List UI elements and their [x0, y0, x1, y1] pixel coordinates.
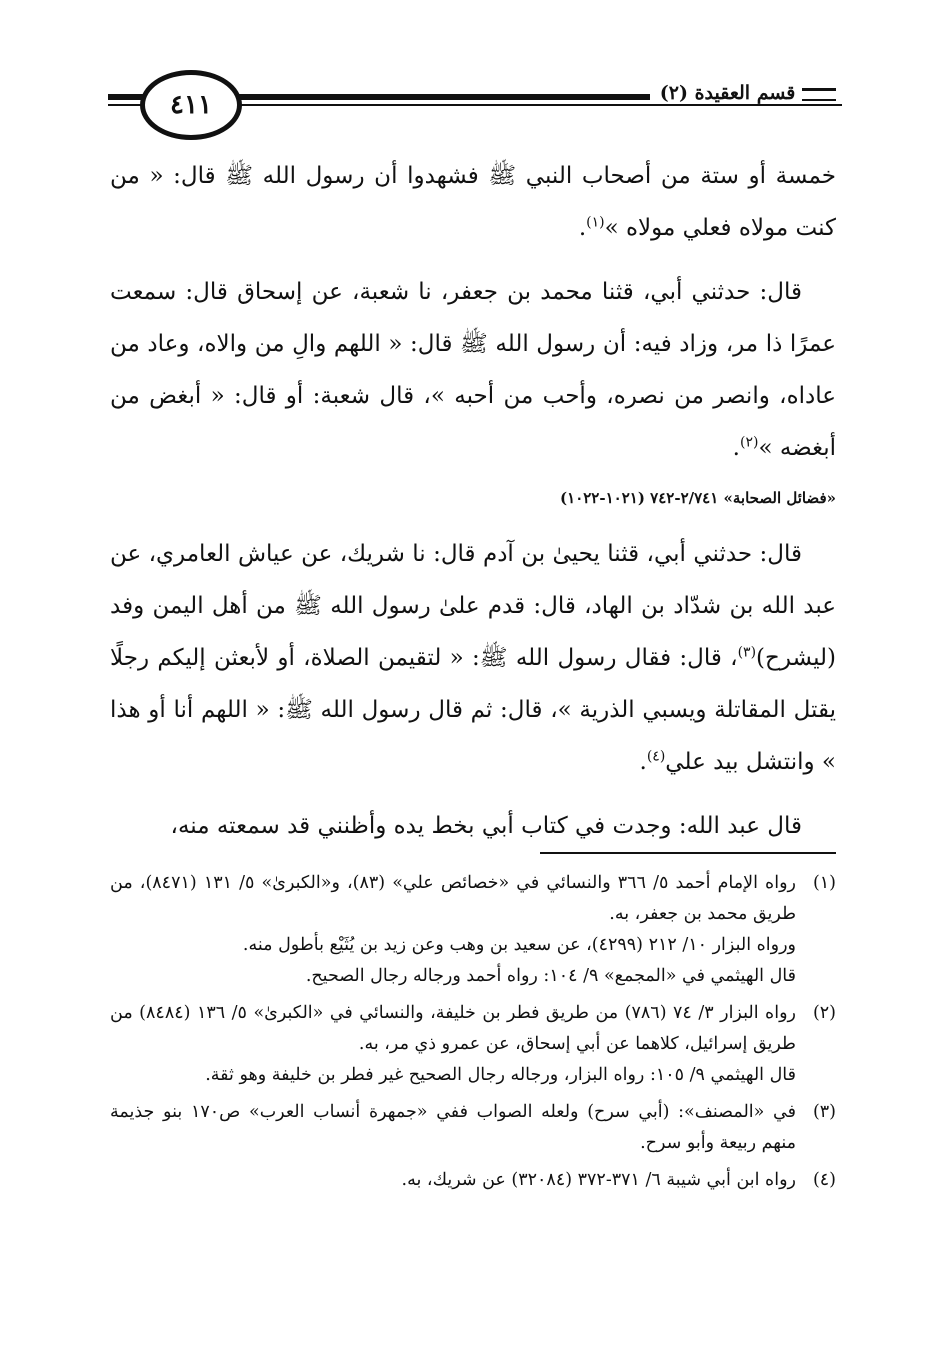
paragraph-2-text: قال: حدثني أبي، قثنا محمد بن جعفر، نا شعبة، عن إسحاق قال: سمعت عمرًا ذا مر، وزاد فيه: أن رسول الله ﷺ قال: « اللهم والِ من والاه، وعاد من عاداه، وانصر من نصره، وأحب من أحبه »، قال شعبة: أو قال: « أبغض من أبغضه » — [110, 279, 836, 461]
footnote-line: رواه البزار ٣/ ٧٤ (٧٨٦) من طريق فطر بن خليفة، والنسائي في «الكبرىٰ» ٥/ ١٣٦ (٨٤٨٤) من طريق إسرائيل، كلاهما عن أبي إسحاق، عن عمرو ذي مر، به. — [110, 1003, 796, 1054]
footnote-number: (٢) — [812, 1003, 836, 1023]
footnote-line: في «المصنف»: (أبي سرح) ولعله الصواب ففي «جمهرة أنساب العرب» ص١٧٠ بنو جذيمة منهم ربيعة وأبو سرح. — [110, 1102, 796, 1153]
footnote-4 — [110, 1165, 836, 1196]
footnote-marker-1: (١) — [586, 214, 605, 231]
footnote-number: (٣) — [812, 1102, 836, 1122]
footnote-2 — [110, 998, 836, 1091]
page-header — [100, 70, 842, 140]
source-reference: «فضائل الصحابة» ٢/٧٤١-٧٤٢ (١٠٢١-١٠٢٢) — [560, 489, 836, 507]
paragraph-1-text: خمسة أو ستة من أصحاب النبي ﷺ فشهدوا أن رسول الله ﷺ قال: « من كنت مولاه فعلي مولاه » — [110, 163, 836, 241]
paragraph-2: قال: حدثني أبي، قثنا محمد بن جعفر، نا شعبة، عن إسحاق قال: سمعت عمرًا ذا مر، وزاد فيه: أن رسول الله ﷺ قال: « اللهم والِ من والاه، وعاد من عاداه، وانصر من نصره، وأحب من أحبه »، قال شعبة: أو قال: « أبغض من أبغضه »$^{(٢)}$. — [110, 279, 836, 461]
paragraph-3-text: قال: حدثني أبي، قثنا يحيىٰ بن آدم قال: نا شريك، عن عياش العامري، عن عبد الله بن شدّاد بن الهاد، قال: قدم علىٰ رسول الله ﷺ من أهل اليمن وفد (ليشرح) — [110, 541, 836, 671]
paragraph-3-continuation: ، قال: فقال رسول الله ﷺ: « لتقيمن الصلاة، أو لأبعثن إليكم رجلًا يقتل المقاتلة ويسبي الذرية »، قال: ثم قال رسول الله ﷺ: « اللهم أنا أو هذا » وانتشل بيد علي — [110, 645, 836, 775]
footnote-number: (٤) — [812, 1170, 836, 1190]
footnote-line: قال الهيثمي في «المجمع» ٩/ ١٠٤: رواه أحمد ورجاله رجال الصحيح. — [305, 966, 796, 986]
footnote-marker-3: (٣) — [737, 644, 757, 661]
section-title-text: قسم العقيدة (٢) — [659, 82, 796, 104]
footnote-body — [110, 998, 796, 1091]
footnote-body — [110, 1097, 796, 1159]
footnote-1 — [110, 868, 836, 992]
footnote-separator — [540, 852, 836, 854]
paragraph-3: قال: حدثني أبي، قثنا يحيىٰ بن آدم قال: نا شريك، عن عياش العامري، عن عبد الله بن شدّاد بن الهاد، قال: قدم علىٰ رسول الله ﷺ من أهل اليمن وفد (ليشرح)$^{(٣)}$، قال: فقال رسول الله ﷺ: « لتقيمن الصلاة، أو لأبعثن إليكم رجلًا يقتل المقاتلة ويسبي الذرية »، قال: ثم قال رسول الله ﷺ: « اللهم أنا أو هذا » وانتشل بيد علي$^{(٤)}$. — [110, 541, 836, 775]
title-dash-ornament — [802, 88, 836, 101]
footnote-line: ورواه البزار ١٠/ ٢١٢ (٤٢٩٩)، عن سعيد بن وهب وعن زيد بن يُثَيْع بأطول منه. — [242, 935, 796, 955]
footnote-number: (١) — [812, 873, 836, 893]
footnotes — [110, 868, 836, 1202]
paragraph-1: خمسة أو ستة من أصحاب النبي ﷺ فشهدوا أن رسول الله ﷺ قال: « من كنت مولاه فعلي مولاه »$^{(١)}$. — [110, 163, 836, 241]
footnote-marker-4: (٤) — [646, 748, 666, 765]
footnote-marker-2: (٢) — [739, 434, 759, 451]
page-number: ٤١١ — [140, 70, 242, 140]
footnote-line: رواه ابن أبي شيبة ٦/ ٣٧١-٣٧٢ (٣٢٠٨٤) عن شريك، به. — [401, 1170, 796, 1190]
paragraph-4: قال عبد الله: وجدت في كتاب أبي بخط يده وأظنني قد سمعته منه، — [170, 813, 802, 839]
section-title — [650, 82, 842, 104]
main-text — [110, 150, 836, 864]
footnote-line: قال الهيثمي ٩/ ١٠٥: رواه البزار، ورجاله رجال الصحيح غير فطر بن خليفة وهو ثقة. — [205, 1065, 796, 1085]
footnote-body — [110, 868, 796, 992]
footnote-line: رواه الإمام أحمد ٥/ ٣٦٦ والنسائي في «خصائص علي» (٨٣)، و«الكبرىٰ» ٥/ ١٣١ (٨٤٧١)، من طريق محمد بن جعفر، به. — [110, 873, 796, 924]
footnote-body — [110, 1165, 796, 1196]
footnote-3 — [110, 1097, 836, 1159]
